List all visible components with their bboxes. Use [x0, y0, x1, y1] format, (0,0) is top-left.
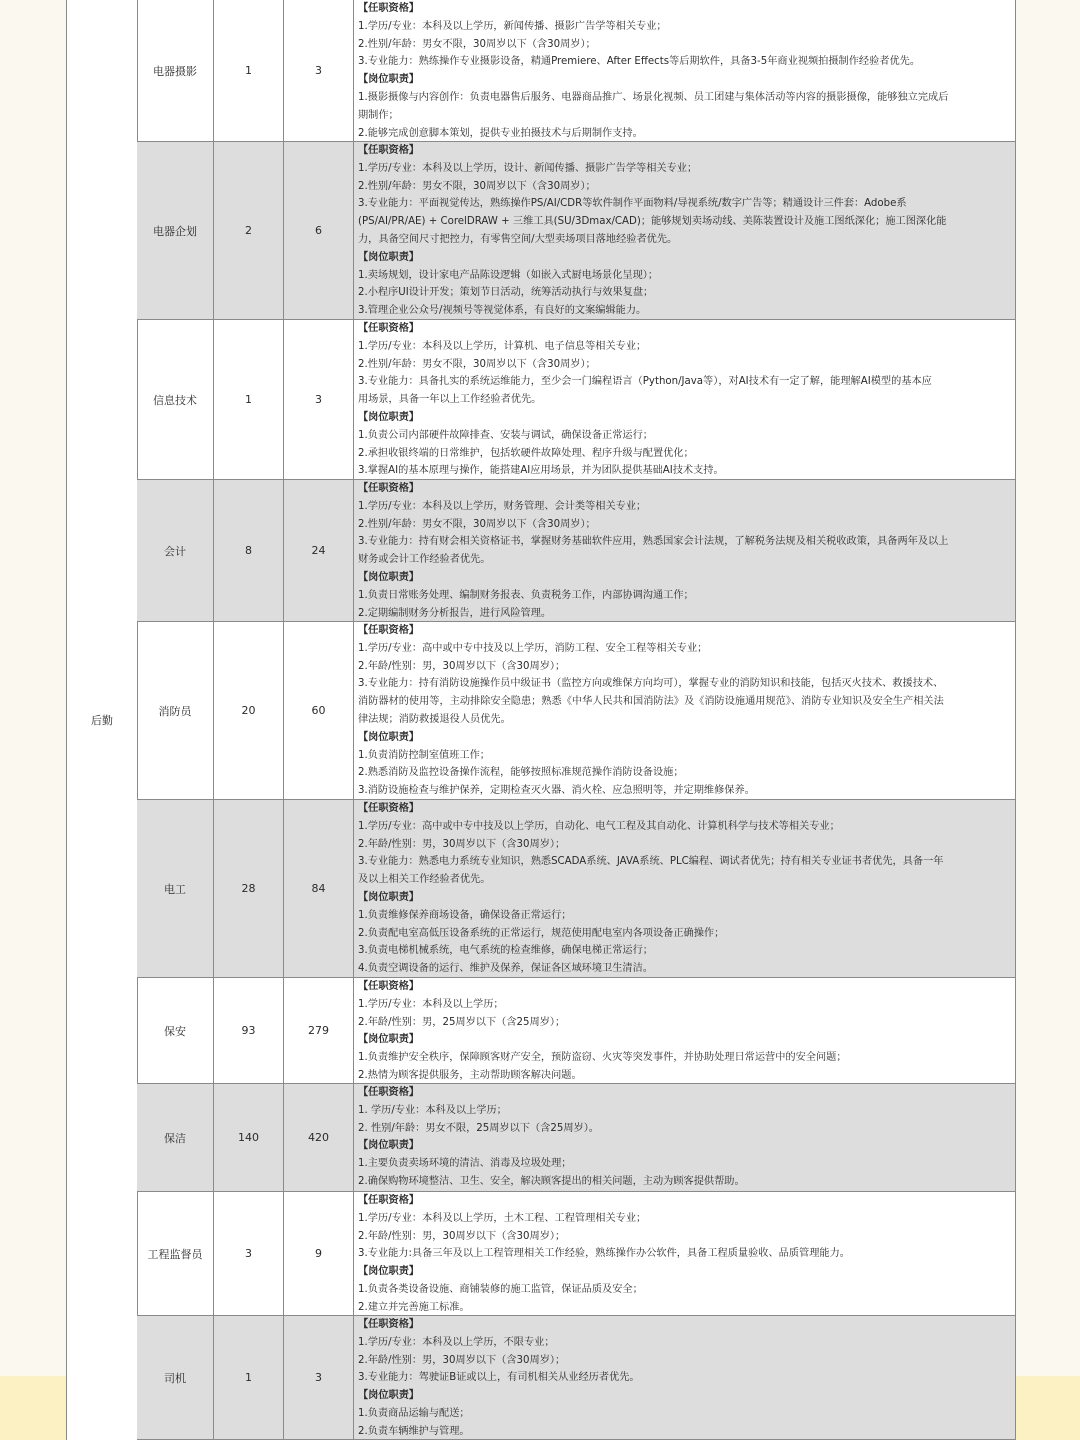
description-cell [354, 142, 1015, 319]
description-line: 2.年龄/性别：男，30周岁以下（含30周岁）； [358, 1354, 566, 1366]
table-row [137, 1084, 1015, 1192]
section-heading: 【岗位职责】 [358, 1034, 420, 1046]
count-b-cell [284, 142, 354, 319]
position-name-cell-text: 电器企划 [153, 224, 197, 238]
description-line: 1.学历/专业：本科及以上学历，不限专业； [358, 1336, 555, 1348]
description-line: 2.定期编制财务分析报告，进行风险管理。 [358, 607, 552, 619]
count-a-cell [214, 978, 284, 1083]
description-line: 2.性别/年龄：男女不限，30周岁以下（含30周岁）； [358, 38, 596, 50]
count-b-cell [284, 1192, 354, 1315]
section-heading: 【任职资格】 [358, 1087, 420, 1098]
description-line: 1.负责商品运输与配送； [358, 1407, 470, 1419]
description-line: 2.年龄/性别：男，30周岁以下（含30周岁）； [358, 838, 566, 850]
description-line: 1.负责各类设备设施、商铺装修的施工监管，保证品质及安全； [358, 1283, 643, 1295]
section-heading: 【任职资格】 [358, 981, 420, 992]
description-line: 2.性别/年龄：男女不限，30周岁以下（含30周岁）； [358, 180, 596, 192]
description-line: 3.掌握AI的基本原理与操作，能搭建AI应用场景，并为团队提供基础AI技术支持。 [358, 465, 724, 477]
position-name-cell-text: 会计 [164, 544, 186, 558]
table-row [137, 622, 1015, 800]
description-line: 1.负责公司内部硬件故障排查、安装与调试，确保设备正常运行； [358, 429, 653, 441]
section-heading: 【岗位职责】 [358, 74, 420, 86]
count-b-cell [284, 1316, 354, 1439]
description-cell [354, 1084, 1015, 1191]
section-heading: 【任职资格】 [358, 3, 420, 14]
description-line: 3.专业能力：熟悉电力系统专业知识，熟悉SCADA系统、JAVA系统、PLC编程、调试者优先；持有相关专业证书者优先，具备一年 [358, 856, 944, 868]
count-b-cell [284, 622, 354, 799]
description-line: 1.学历/专业：本科及以上学历； [358, 998, 504, 1010]
description-line: 1.负责维修保养商场设备，确保设备正常运行； [358, 909, 572, 921]
position-name-cell [137, 978, 214, 1083]
count-a-cell-text: 1 [245, 1371, 252, 1384]
description-line: 3.专业能力：持有消防设施操作员中级证书（监控方向或维保方向均可），掌握专业的消防知识和技能，包括灭火技术、救援技术、 [358, 678, 944, 690]
description-line: 及以上相关工作经验者优先。 [358, 874, 491, 886]
description-line: 3.专业能力：驾驶证B证或以上，有司机相关从业经历者优先。 [358, 1372, 640, 1384]
position-name-cell [137, 622, 214, 799]
count-b-cell [284, 480, 354, 621]
table-row [137, 320, 1015, 480]
position-name-cell-text: 电器摄影 [153, 64, 197, 78]
department-cell [67, 0, 138, 1440]
section-heading: 【岗位职责】 [358, 891, 420, 903]
description-line: 2.熟悉消防及监控设备操作流程，能够按照标准规范操作消防设备设施； [358, 767, 684, 779]
count-a-cell-text: 140 [238, 1131, 259, 1144]
table-row [137, 1316, 1015, 1440]
description-line: 2.热情为顾客提供服务，主动帮助顾客解决问题。 [358, 1069, 582, 1081]
description-line: 4.负责空调设备的运行、维护及保养，保证各区域环境卫生清洁。 [358, 963, 653, 975]
section-heading: 【任职资格】 [358, 145, 420, 156]
count-a-cell-text: 1 [245, 393, 252, 406]
table-row [137, 142, 1015, 320]
section-heading: 【任职资格】 [358, 625, 420, 636]
description-cell [354, 1192, 1015, 1315]
count-b-cell-text: 3 [315, 393, 322, 406]
section-heading: 【任职资格】 [358, 803, 420, 814]
count-a-cell [214, 320, 284, 479]
description-line: 2.小程序UI设计开发；策划节日活动，统筹活动执行与效果复盘； [358, 287, 654, 299]
position-rows [137, 0, 1015, 1440]
count-b-cell [284, 320, 354, 479]
position-name-cell-text: 工程监督员 [147, 1247, 203, 1261]
section-heading: 【岗位职责】 [358, 251, 420, 263]
count-a-cell-text: 1 [245, 64, 252, 77]
table-row [137, 978, 1015, 1084]
description-line: 1.学历/专业：本科及以上学历，财务管理、会计类等相关专业； [358, 500, 647, 512]
position-name-cell [137, 480, 214, 621]
count-a-cell-text: 2 [245, 224, 252, 237]
count-a-cell-text: 28 [241, 882, 256, 895]
position-name-cell [137, 142, 214, 319]
count-a-cell [214, 0, 284, 141]
description-line: 1.学历/专业：本科及以上学历，设计、新闻传播、摄影广告学等相关专业； [358, 162, 698, 174]
position-name-cell [137, 1084, 214, 1191]
position-name-cell [137, 800, 214, 977]
description-cell [354, 800, 1015, 977]
description-cell [354, 320, 1015, 479]
count-b-cell-text: 84 [311, 882, 326, 895]
section-heading: 【岗位职责】 [358, 1140, 420, 1152]
description-line: 2.能够完成创意脚本策划，提供专业拍摄技术与后期制作支持。 [358, 127, 643, 139]
count-b-cell-text: 6 [315, 224, 322, 237]
recruitment-table [66, 0, 1016, 1440]
count-b-cell-text: 420 [308, 1131, 329, 1144]
description-cell [354, 0, 1015, 141]
description-line: 2.年龄/性别：男，25周岁以下（含25周岁）； [358, 1016, 566, 1028]
description-line: 3.专业能力:具备三年及以上工程管理相关工作经验，熟练操作办公软件，具备工程质量验收、品质管理能力。 [358, 1248, 850, 1260]
description-line: 1.学历/专业：高中或中专中技及以上学历，自动化、电气工程及其自动化、计算机科学与技术等相关专业； [358, 820, 840, 832]
description-line: 消防器材的使用等，主动排除安全隐患；熟悉《中华人民共和国消防法》及《消防设施通用规范》、消防专业知识及安全生产相关法 [358, 696, 944, 708]
description-line: 1.学历/专业：本科及以上学历，土木工程、工程管理相关专业； [358, 1212, 647, 1224]
table-row [137, 800, 1015, 978]
description-line: 2.建立并完善施工标准。 [358, 1301, 470, 1313]
position-name-cell [137, 320, 214, 479]
description-line: 3.专业能力：熟练操作专业摄影设备，精通Premiere、After Effects等后期软件，具备3-5年商业视频拍摄制作经验者优先。 [358, 56, 921, 68]
description-line: 用场景，具备一年以上工作经验者优先。 [358, 394, 542, 406]
description-line: 律法规；消防救援退役人员优先。 [358, 713, 511, 725]
section-heading: 【任职资格】 [358, 323, 420, 334]
count-b-cell-text: 9 [315, 1247, 322, 1260]
description-line: 2.确保购物环境整洁、卫生、安全，解决顾客提出的相关问题，主动为顾客提供帮助。 [358, 1175, 745, 1187]
description-line: 1.学历/专业：本科及以上学历，新闻传播、摄影广告学等相关专业； [358, 20, 667, 32]
position-name-cell [137, 1316, 214, 1439]
description-line: 1.学历/专业：高中或中专中技及以上学历，消防工程、安全工程等相关专业； [358, 642, 708, 654]
description-line: 3.专业能力：平面视觉传达，熟练操作PS/AI/CDR等软件制作平面物料/导视系统/数字广告等；精通设计三件套：Adobe系 [358, 198, 907, 210]
position-name-cell-text: 信息技术 [153, 393, 197, 407]
description-line: 3.管理企业公众号/视频号等视觉体系，有良好的文案编辑能力。 [358, 305, 647, 317]
count-a-cell [214, 1316, 284, 1439]
position-name-cell-text: 消防员 [158, 704, 192, 718]
description-line: 1.负责日常账务处理、编制财务报表、负责税务工作，内部协调沟通工作； [358, 589, 694, 601]
count-a-cell-text: 3 [245, 1247, 252, 1260]
description-cell [354, 622, 1015, 799]
description-cell [354, 1316, 1015, 1439]
description-line: 1.摄影摄像与内容创作：负责电器售后服务、电器商品推广、场景化视频、员工团建与集体活动等内容的摄影摄像，能够独立完成后 [358, 91, 949, 103]
description-line: 2. 性别/年龄：男女不限，25周岁以下（含25周岁）。 [358, 1122, 599, 1134]
count-b-cell [284, 0, 354, 141]
position-name-cell [137, 1192, 214, 1315]
description-line: (PS/AI/PR/AE) + CorelDRAW + 三维工具(SU/3Dmax/CAD)；能够规划卖场动线、美陈装置设计及施工图纸深化；施工图深化能 [358, 216, 947, 228]
count-a-cell [214, 622, 284, 799]
description-line: 1.负责维护安全秩序，保障顾客财产安全，预防盗窃、火灾等突发事件，并协助处理日常运营中的安全问题； [358, 1052, 847, 1064]
description-line: 1.负责消防控制室值班工作； [358, 749, 490, 761]
description-line: 1. 学历/专业：本科及以上学历； [358, 1104, 507, 1116]
position-name-cell-text: 保洁 [164, 1131, 186, 1145]
section-heading: 【岗位职责】 [358, 411, 420, 423]
count-a-cell [214, 1084, 284, 1191]
description-line: 力，具备空间尺寸把控力，有零售空间/大型卖场项目落地经验者优先。 [358, 233, 678, 245]
section-heading: 【任职资格】 [358, 1319, 420, 1330]
count-a-cell [214, 142, 284, 319]
section-heading: 【任职资格】 [358, 483, 420, 494]
count-a-cell [214, 480, 284, 621]
count-a-cell [214, 800, 284, 977]
count-b-cell-text: 3 [315, 64, 322, 77]
position-name-cell-text: 司机 [164, 1371, 186, 1385]
position-name-cell-text: 保安 [164, 1024, 186, 1038]
description-line: 3.消防设施检查与维护保养，定期检查灭火器、消火栓、应急照明等，并定期维修保养。 [358, 785, 755, 797]
description-line: 1.主要负责卖场环境的清洁、消毒及垃圾处理； [358, 1158, 572, 1170]
count-b-cell-text: 24 [311, 544, 326, 557]
section-heading: 【任职资格】 [358, 1195, 420, 1206]
count-b-cell-text: 279 [308, 1024, 329, 1037]
description-line: 2.负责配电室高低压设备系统的正常运行，规范使用配电室内各项设备正确操作； [358, 927, 725, 939]
count-a-cell-text: 20 [241, 704, 256, 717]
description-line: 1.学历/专业：本科及以上学历，计算机、电子信息等相关专业； [358, 340, 647, 352]
table-row [137, 0, 1015, 142]
description-line: 2.年龄/性别：男，30周岁以下（含30周岁）； [358, 1230, 566, 1242]
count-a-cell-text: 8 [245, 544, 252, 557]
description-line: 2.承担收银终端的日常维护，包括软硬件故障处理、程序升级与配置优化； [358, 447, 694, 459]
table-row [137, 1192, 1015, 1316]
section-heading: 【岗位职责】 [358, 1390, 420, 1402]
description-line: 2.性别/年龄：男女不限，30周岁以下（含30周岁）； [358, 358, 596, 370]
count-b-cell-text: 60 [311, 704, 326, 717]
description-line: 2.负责车辆维护与管理。 [358, 1425, 470, 1437]
section-heading: 【岗位职责】 [358, 1266, 420, 1278]
count-b-cell-text: 3 [315, 1371, 322, 1384]
count-b-cell [284, 1084, 354, 1191]
table-row [137, 480, 1015, 622]
count-b-cell [284, 978, 354, 1083]
description-line: 财务或会计工作经验者优先。 [358, 554, 491, 566]
description-line: 期制作； [358, 109, 399, 121]
description-line: 2.年龄/性别：男，30周岁以下（含30周岁）； [358, 660, 566, 672]
count-b-cell [284, 800, 354, 977]
description-cell [354, 480, 1015, 621]
position-name-cell-text: 电工 [164, 882, 186, 896]
description-line: 3.专业能力：具备扎实的系统运维能力，至少会一门编程语言（Python/Java等），对AI技术有一定了解，能理解AI模型的基本应 [358, 376, 932, 388]
description-line: 3.专业能力：持有财会相关资格证书，掌握财务基础软件应用，熟悉国家会计法规，了解税务法规及相关税收政策，具备两年及以上 [358, 536, 949, 548]
position-name-cell [137, 0, 214, 141]
count-a-cell [214, 1192, 284, 1315]
section-heading: 【岗位职责】 [358, 731, 420, 743]
count-a-cell-text: 93 [241, 1024, 256, 1037]
department-label: 后勤 [91, 714, 113, 727]
description-cell [354, 978, 1015, 1083]
description-line: 1.卖场规划，设计家电产品陈设逻辑（如嵌入式厨电场景化呈现）； [358, 269, 659, 281]
description-line: 2.性别/年龄：男女不限，30周岁以下（含30周岁）； [358, 518, 596, 530]
description-line: 3.负责电梯机械系统，电气系统的检查维修，确保电梯正常运行； [358, 945, 653, 957]
section-heading: 【岗位职责】 [358, 571, 420, 583]
